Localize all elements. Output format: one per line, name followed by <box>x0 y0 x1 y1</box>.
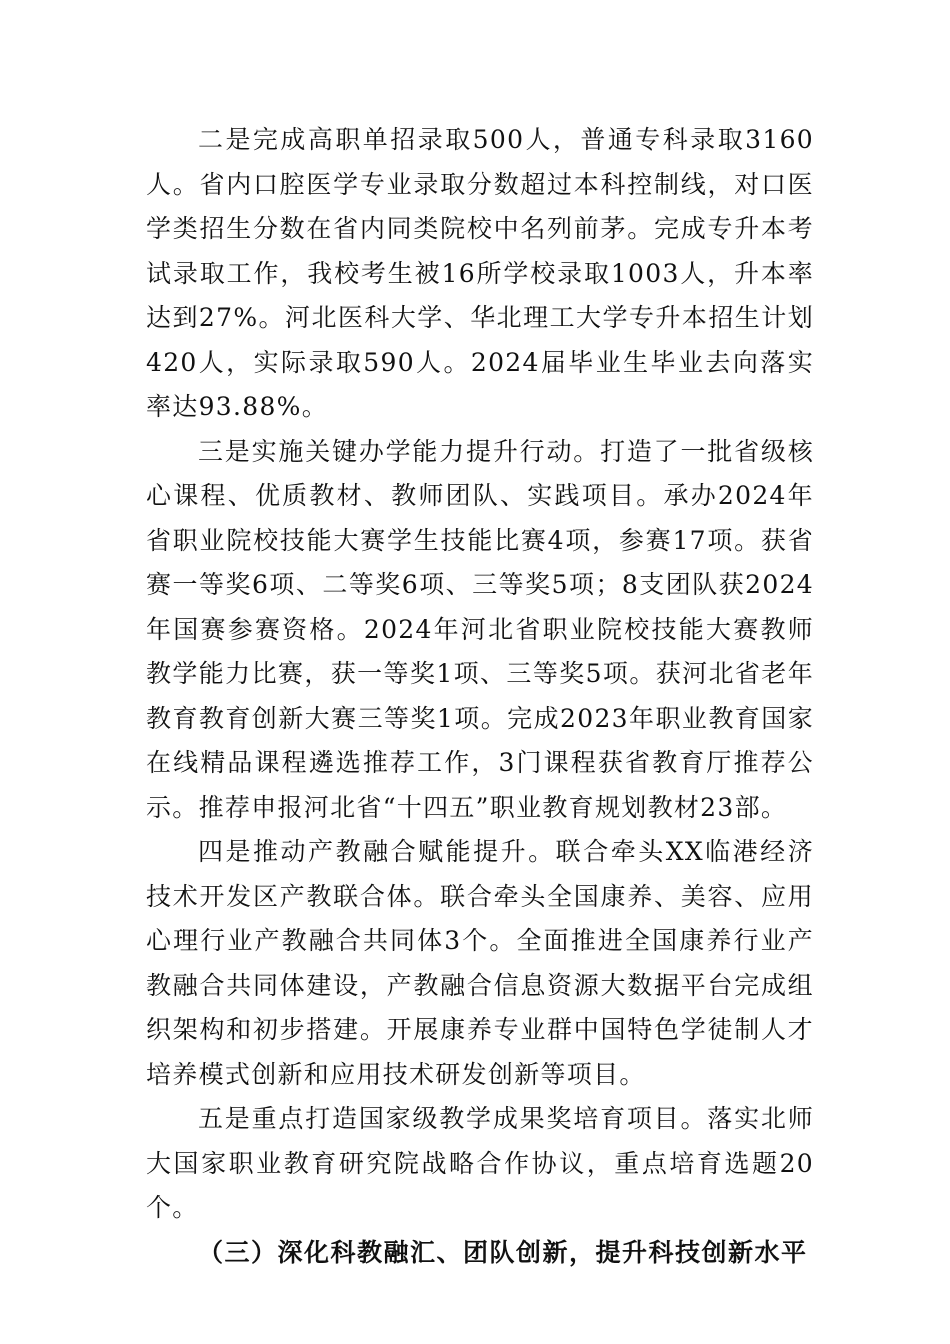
paragraph-industry-integration: 四是推动产教融合赋能提升。联合牵头XX临港经济技术开发区产教联合体。联合牵头全国康养、美容、应用心理行业产教融合共同体3个。全面推进全国康养行业产教融合共同体建设，产教融合信息资源大数据平台完成组织架构和初步搭建。开展康养专业群中国特色学徒制人才培养模式创新和应用技术研发创新等项目。 <box>146 837 814 1089</box>
section-heading: （三）深化科教融汇、团队创新，提升科技创新水平 <box>198 1237 808 1267</box>
paragraph-admissions: 二是完成高职单招录取500人，普通专科录取3160人。省内口腔医学专业录取分数超过本科控制线，对口医学类招生分数在省内同类院校中名列前茅。完成专升本考试录取工作，我校考生被16所学校录取1003人，升本率达到27%。河北医科大学、华北理工大学专升本招生计划420人，实际录取590人。2024届毕业生毕业去向落实率达93.88%。 <box>146 125 814 421</box>
paragraph-capability: 三是实施关键办学能力提升行动。打造了一批省级核心课程、优质教材、教师团队、实践项目。承办2024年省职业院校技能大赛学生技能比赛4项，参赛17项。获省赛一等奖6项、二等奖6项、三等奖5项；8支团队获2024年国赛参赛资格。2024年河北省职业院校技能大赛教师教学能力比赛，获一等奖1项、三等奖5项。获河北省老年教育教育创新大赛三等奖1项。完成2023年职业教育国家在线精品课程遴选推荐工作，3门课程获省教育厅推荐公示。推荐申报河北省“十四五”职业教育规划教材23部。 <box>146 436 814 822</box>
paragraph-teaching-award: 五是重点打造国家级教学成果奖培育项目。落实北师大国家职业教育研究院战略合作协议，重点培育选题20个。 <box>146 1104 814 1222</box>
document-body <box>146 118 814 1275</box>
